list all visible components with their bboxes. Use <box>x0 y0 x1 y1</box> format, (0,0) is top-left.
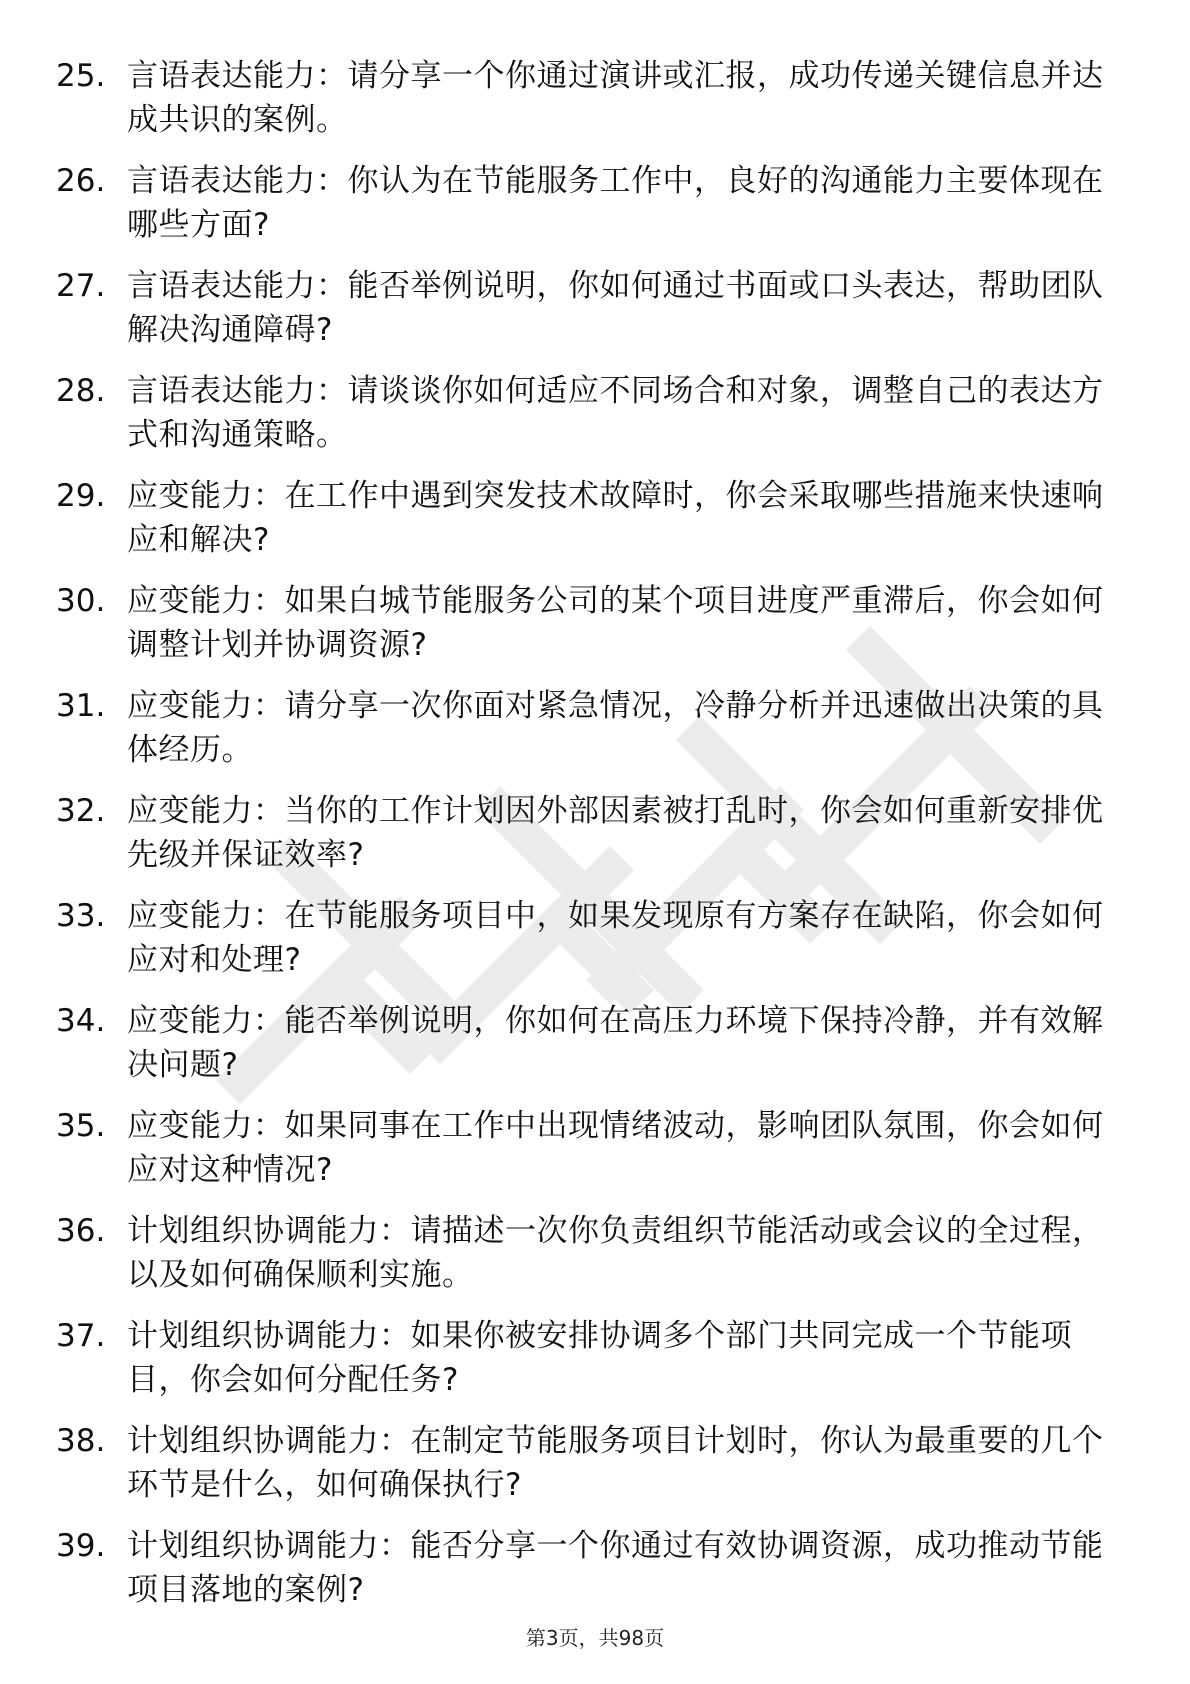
question-text: 应变能力：能否举例说明，你如何在高压力环境下保持冷静，并有效解决问题? <box>127 1003 1104 1083</box>
question-number: 37. <box>56 1318 106 1354</box>
question-text: 应变能力：如果白城节能服务公司的某个项目进度严重滞后，你会如何调整计划并协调资源? <box>127 583 1104 663</box>
question-item <box>0 1209 1190 1314</box>
question-number: 36. <box>56 1213 106 1249</box>
question-number: 38. <box>56 1423 106 1459</box>
question-number: 39. <box>56 1528 106 1564</box>
question-number: 26. <box>56 163 106 199</box>
question-number: 25. <box>56 58 106 94</box>
question-text: 应变能力：在工作中遇到突发技术故障时，你会采取哪些措施来快速响应和解决? <box>127 478 1104 558</box>
question-text: 计划组织协调能力：能否分享一个你通过有效协调资源，成功推动节能项目落地的案例? <box>127 1528 1104 1608</box>
question-item <box>0 1104 1190 1209</box>
question-item <box>0 264 1190 369</box>
question-text: 言语表达能力：请分享一个你通过演讲或汇报，成功传递关键信息并达成共识的案例。 <box>127 58 1104 138</box>
question-number: 32. <box>56 793 106 829</box>
question-number: 35. <box>56 1108 106 1144</box>
question-number: 33. <box>56 898 106 934</box>
question-item <box>0 474 1190 579</box>
question-text: 应变能力：如果同事在工作中出现情绪波动，影响团队氛围，你会如何应对这种情况? <box>127 1108 1104 1188</box>
question-list <box>0 54 1190 1629</box>
question-number: 28. <box>56 373 106 409</box>
question-text: 言语表达能力：请谈谈你如何适应不同场合和对象，调整自己的表达方式和沟通策略。 <box>127 373 1104 453</box>
question-number: 27. <box>56 268 106 304</box>
question-text: 应变能力：在节能服务项目中，如果发现原有方案存在缺陷，你会如何应对和处理? <box>127 898 1104 978</box>
question-item <box>0 159 1190 264</box>
question-item <box>0 894 1190 999</box>
question-text: 应变能力：当你的工作计划因外部因素被打乱时，你会如何重新安排优先级并保证效率? <box>127 793 1104 873</box>
question-item <box>0 54 1190 159</box>
question-item <box>0 999 1190 1104</box>
question-item <box>0 1314 1190 1419</box>
question-item <box>0 369 1190 474</box>
question-item <box>0 789 1190 894</box>
question-number: 34. <box>56 1003 106 1039</box>
question-text: 计划组织协调能力：在制定节能服务项目计划时，你认为最重要的几个环节是什么，如何确保执行? <box>127 1423 1104 1503</box>
question-text: 应变能力：请分享一次你面对紧急情况，冷静分析并迅速做出决策的具体经历。 <box>127 688 1104 768</box>
question-item <box>0 1419 1190 1524</box>
question-number: 30. <box>56 583 106 619</box>
question-number: 29. <box>56 478 106 514</box>
page-footer: 第3页，共98页 <box>525 1626 665 1650</box>
question-item <box>0 1524 1190 1629</box>
question-text: 言语表达能力：能否举例说明，你如何通过书面或口头表达，帮助团队解决沟通障碍? <box>127 268 1104 348</box>
question-item <box>0 684 1190 789</box>
question-text: 计划组织协调能力：如果你被安排协调多个部门共同完成一个节能项目，你会如何分配任务? <box>127 1318 1072 1398</box>
question-text: 计划组织协调能力：请描述一次你负责组织节能活动或会议的全过程，以及如何确保顺利实施。 <box>127 1213 1104 1293</box>
question-text: 言语表达能力：你认为在节能服务工作中，良好的沟通能力主要体现在哪些方面? <box>127 163 1104 243</box>
question-item <box>0 579 1190 684</box>
question-number: 31. <box>56 688 106 724</box>
